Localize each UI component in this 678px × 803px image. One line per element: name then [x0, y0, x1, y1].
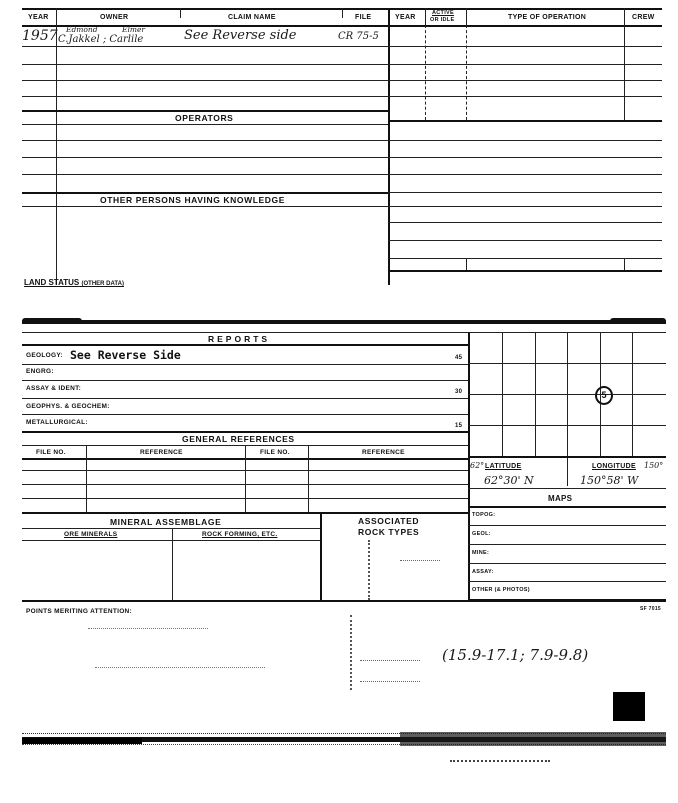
- lat-degree: 62°: [470, 461, 485, 470]
- header-owner: OWNER: [100, 14, 129, 21]
- entry-owner: C.Jakkel ; Carlile: [58, 34, 144, 45]
- land-status-sub: (OTHER DATA): [81, 281, 124, 287]
- rock-types-label: ROCK TYPES: [358, 527, 420, 537]
- header-year: YEAR: [28, 14, 49, 21]
- operators-label: OPERATORS: [175, 113, 234, 123]
- entry-file: CR 75-5: [338, 31, 379, 42]
- ref-col-reference-2: REFERENCE: [362, 449, 405, 456]
- lon-degree: 150°: [644, 461, 664, 470]
- maps-row-assay: ASSAY:: [472, 569, 494, 575]
- general-references-title: GENERAL REFERENCES: [182, 434, 295, 444]
- entry-owner-first-a: Edmond: [66, 25, 98, 34]
- header-file: FILE: [355, 14, 372, 21]
- maps-row-other: OTHER (& PHOTOS): [472, 587, 530, 593]
- longitude-label: LONGITUDE: [592, 463, 636, 470]
- scan-bar-left-blob: [22, 318, 82, 324]
- mineral-title: MINERAL ASSEMBLAGE: [110, 517, 222, 527]
- header-year-2: YEAR: [395, 14, 416, 21]
- entry-claim-name: See Reverse side: [184, 28, 297, 43]
- report-assay-num: 30: [455, 389, 463, 395]
- report-engrg-label: ENGRG:: [26, 368, 54, 375]
- reports-title: REPORTS: [208, 334, 271, 344]
- scan-bar-top: [22, 320, 666, 324]
- latitude-value: 62°30' N: [484, 474, 534, 487]
- maps-row-geol: GEOL:: [472, 531, 491, 537]
- maps-row-topog: TOPOG:: [472, 512, 496, 518]
- report-metallurgical-label: METALLURGICAL:: [26, 419, 88, 426]
- ref-col-file-no-2: FILE NO.: [260, 449, 290, 456]
- header-claim-name: CLAIM NAME: [228, 14, 276, 21]
- form-code: SF 7015: [640, 606, 662, 612]
- report-assay-label: ASSAY & IDENT:: [26, 385, 82, 392]
- handwritten-note: (15.9-17.1; 7.9-9.8): [442, 646, 589, 664]
- other-persons-label: OTHER PERSONS HAVING KNOWLEDGE: [100, 195, 286, 205]
- black-registration-square: [613, 692, 645, 721]
- header-crew: CREW: [632, 14, 655, 21]
- scan-bar-right-blob: [610, 318, 666, 324]
- ref-col-file-no-1: FILE NO.: [36, 449, 66, 456]
- header-type-of-operation: TYPE OF OPERATION: [508, 14, 587, 21]
- maps-label: MAPS: [548, 494, 573, 503]
- header-active: ACTIVE: [432, 10, 454, 16]
- latitude-label: LATITUDE: [485, 463, 522, 470]
- longitude-value: 150°58' W: [580, 474, 639, 487]
- land-status-label: LAND STATUS: [24, 278, 80, 287]
- report-geology-value: See Reverse Side: [70, 348, 181, 362]
- entry-year: 1957: [22, 28, 58, 44]
- grid-circle-mark: [595, 386, 613, 405]
- report-metallurgical-num: 15: [455, 423, 463, 429]
- maps-row-mine: MINE:: [472, 550, 490, 556]
- header-or-idle: OR IDLE: [430, 17, 455, 23]
- report-geology-num: 45: [455, 355, 463, 361]
- grid-mark-number: 5: [601, 390, 607, 400]
- report-geology-label: GEOLOGY:: [26, 352, 63, 359]
- associated-label: ASSOCIATED: [358, 516, 420, 526]
- report-geophys-label: GEOPHYS. & GEOCHEM:: [26, 403, 110, 410]
- col-rock-forming: ROCK FORMING, ETC.: [202, 531, 278, 538]
- entry-owner-first-b: Elmer: [122, 25, 146, 34]
- points-meriting-attention-label: POINTS MERITING ATTENTION:: [26, 608, 133, 615]
- ref-col-reference-1: REFERENCE: [140, 449, 183, 456]
- col-ore-minerals: ORE MINERALS: [64, 531, 118, 538]
